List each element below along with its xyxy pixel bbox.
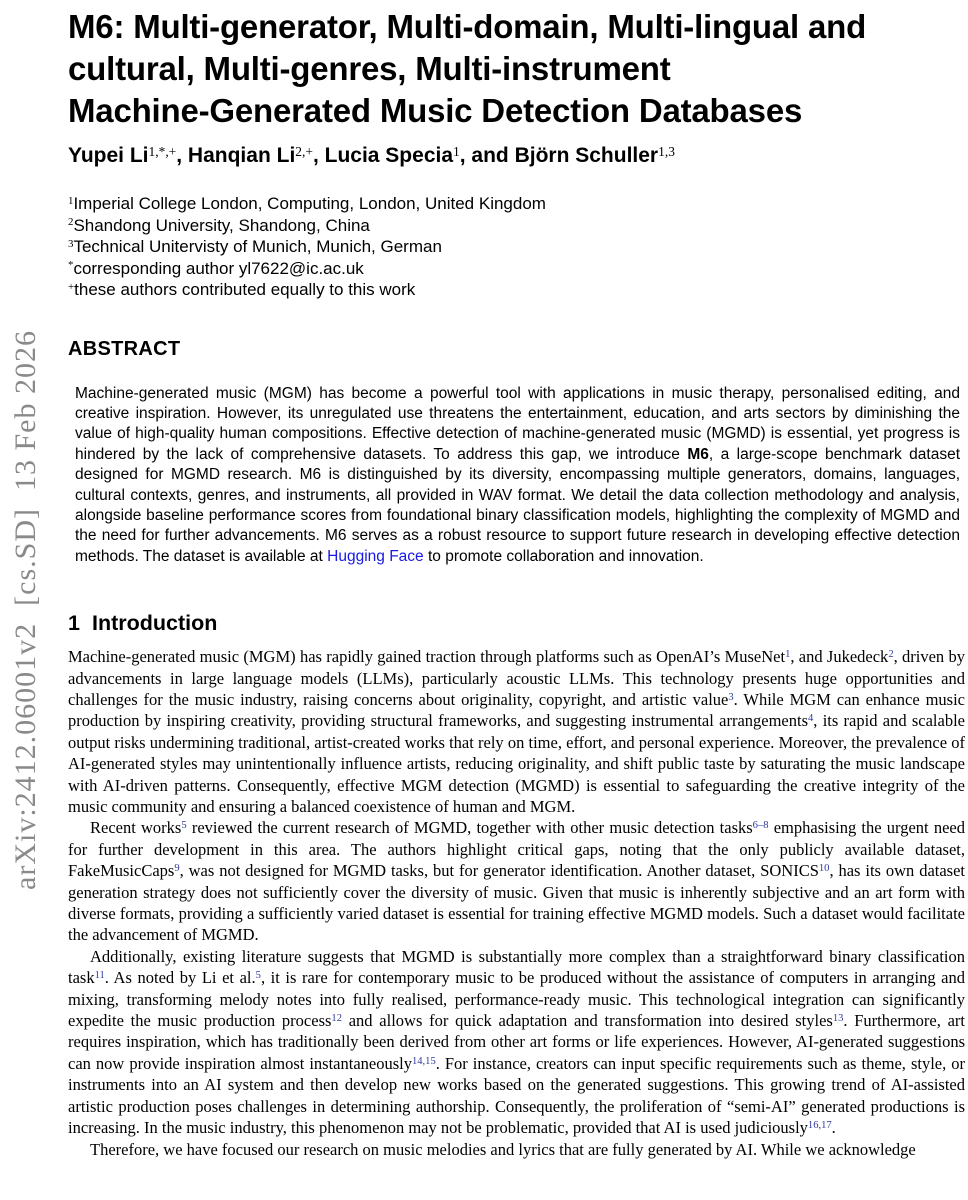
intro-paragraph-1 bbox=[68, 646, 965, 817]
citation-ref[interactable]: 10 bbox=[818, 863, 830, 875]
text-run: . As noted by Li et al. bbox=[104, 968, 256, 988]
text-run: Machine-generated music (MGM) has rapidly gained traction through platforms such as OpenAI’s MuseNet bbox=[68, 647, 786, 667]
equal-contribution-text: these authors contributed equally to this work bbox=[74, 280, 416, 299]
affiliation-text: Technical Unitervisty of Munich, Munich, German bbox=[73, 237, 442, 256]
text-run: , driven by advancements in large language models (LLMs), particularly acoustic LLMs. This technology presents huge opportunities and challenges for the music industry, raising concerns about originality, copyright, and artistic value bbox=[68, 647, 965, 709]
affiliation-text: Imperial College London, Computing, London, United Kingdom bbox=[73, 194, 546, 213]
corresponding-author-text: corresponding author yl7622@ic.ac.uk bbox=[73, 258, 364, 278]
citation-ref[interactable]: 13 bbox=[832, 1013, 844, 1024]
affiliations-block bbox=[68, 193, 965, 301]
text-run: emphasising the urgent need for further development in this area. The authors highlight critical gaps, noting that the only publicly available dataset, FakeMusicCaps bbox=[68, 818, 965, 881]
text-run: Yupei Li bbox=[68, 144, 149, 167]
text-run: , and Jukedeck bbox=[790, 647, 889, 667]
section-heading-introduction bbox=[68, 611, 965, 636]
citation-ref[interactable]: 1 bbox=[785, 649, 791, 661]
text-run: . Furthermore, art requires inspiration, which has traditionally been derived from other art forms or life experiences. However, AI-generated suggestions can now provide inspiration almost instantaneously bbox=[68, 1011, 965, 1073]
text-run: . bbox=[831, 1118, 836, 1138]
affiliation-marker: 3 bbox=[68, 237, 74, 250]
paper-title bbox=[68, 6, 965, 132]
citation-ref[interactable]: 3 bbox=[728, 691, 734, 703]
citation-ref[interactable]: 6–8 bbox=[752, 820, 769, 832]
citation-ref[interactable]: 2 bbox=[888, 649, 894, 661]
author-affiliation-marker: 1,3 bbox=[658, 143, 675, 159]
paper-title-line-2: cultural, Multi-genres, Multi-instrument bbox=[68, 50, 671, 87]
citation-ref[interactable]: 4 bbox=[808, 713, 814, 725]
citation-ref[interactable]: 11 bbox=[94, 970, 105, 982]
text-run: , its rapid and scalable output risks undermining traditional, artist-created works that rely on time, effort, and personal experience. Moreover, the prevalence of AI-generated styles may unintentionally influence artists, reducing originality, and shift public taste by saturating the music landscape with AI-driven patterns. Consequently, effective MGM detection (MGMD) is essential to safeguarding the creative integrity of the music community and ensuring a balanced coexistence of human and MGM. bbox=[68, 711, 965, 816]
affiliation-line-2 bbox=[68, 215, 965, 237]
affiliation-line-3 bbox=[68, 236, 965, 258]
arxiv-watermark: arXiv:2412.06001v2 [cs.SD] 13 Feb 2026 bbox=[9, 330, 42, 890]
hugging-face-link[interactable]: Hugging Face bbox=[327, 547, 424, 565]
affiliation-marker: * bbox=[68, 259, 74, 272]
citation-ref[interactable]: 5 bbox=[255, 970, 261, 982]
text-run: , and Björn Schuller bbox=[459, 144, 659, 167]
citation-ref[interactable]: 16,17 bbox=[807, 1120, 832, 1132]
intro-paragraph-2 bbox=[68, 817, 965, 945]
text-run: . While MGM can enhance music production by inspiring creativity, providing structural frameworks, and suggesting instrumental arrangements bbox=[68, 689, 965, 731]
author-affiliation-marker: 1,*,+ bbox=[148, 143, 177, 159]
text-run: and allows for quick adaptation and transformation into desired styles bbox=[341, 1011, 833, 1031]
affiliation-marker: 2 bbox=[68, 216, 74, 229]
text-run: , a large-scope benchmark dataset designed for MGMD research. M6 is distinguished by its diversity, encompassing multiple generators, domains, languages, cultural contexts, genres, and instruments, all provided in WAV format. We detail the data collection methodology and analysis, alongside baseline performance scores from foundational binary classification models, highlighting the complexity of MGMD and the need for further advancements. M6 serves as a robust resource to support future research in developing effective detection methods. The dataset is available at bbox=[75, 445, 960, 565]
affiliation-line-1 bbox=[68, 193, 965, 215]
section-number: 1 bbox=[68, 611, 80, 636]
affiliation-text: Shandong University, Shandong, China bbox=[73, 215, 370, 235]
text-run: , was not designed for MGMD tasks, but for generator identification. Another dataset, SONICS bbox=[179, 861, 819, 881]
abstract-heading: ABSTRACT bbox=[68, 337, 181, 360]
author-affiliation-marker: 2,+ bbox=[295, 143, 313, 159]
text-run: to promote collaboration and innovation. bbox=[423, 547, 704, 565]
paper-content bbox=[68, 6, 965, 1160]
section-title: Introduction bbox=[91, 611, 218, 636]
text-run: Recent works bbox=[90, 818, 182, 838]
abstract-text bbox=[75, 384, 960, 568]
text-run: Machine-generated music (MGM) has become a powerful tool with applications in music therapy, personalised editing, and creative inspiration. However, its unregulated use threatens the entertainment, education, and arts sectors by diminishing the value of high-quality human compositions. Effective detection of machine-generated music (MGMD) is essential, yet progress is hindered by the lack of comprehensive datasets. To address this gap, we introduce bbox=[75, 384, 960, 463]
text-run: reviewed the current research of MGMD, together with other music detection tasks bbox=[186, 818, 753, 838]
author-affiliation-marker: 1 bbox=[453, 143, 460, 159]
citation-ref[interactable]: 14,15 bbox=[411, 1055, 436, 1067]
text-run: . For instance, creators can input specific requirements such as theme, style, or instruments into an AI system and then develop new works based on the generated suggestions. This growing trend of AI-assisted artistic production poses challenges in determining authorship. Consequently, the proliferation of “semi-AI” generated productions is increasing. In the music industry, this phenomenon may not be problematic, provided that AI is used judiciously bbox=[68, 1053, 965, 1138]
affiliation-marker: 1 bbox=[68, 194, 74, 207]
text-run: , Hanqian Li bbox=[176, 144, 296, 167]
text-run: , it is rare for contemporary music to be produced without the assistance of computers in arranging and mixing, transforming melody notes into fully realised, performance-ready music. This technological integration can significantly expedite the music production process bbox=[68, 968, 965, 1031]
affiliation-marker: + bbox=[68, 280, 75, 293]
citation-ref[interactable]: 5 bbox=[181, 820, 187, 832]
text-run: , has its own dataset generation strategy does not sufficiently cover the diversity of music. Given that music is inherently subjective and an art form with diverse formats, providing a sufficiently varied dataset is essential for training effective MGMD models. Such a dataset would facilitate the advancement of MGMD. bbox=[68, 861, 965, 945]
authors-line bbox=[68, 144, 965, 168]
dataset-name-bold: M6 bbox=[687, 445, 709, 463]
paper-title-line-3: Machine-Generated Music Detection Databases bbox=[68, 92, 803, 129]
intro-paragraph-4 bbox=[68, 1139, 965, 1160]
citation-ref[interactable]: 9 bbox=[174, 863, 180, 875]
text-run: Additionally, existing literature suggests that MGMD is substantially more complex than a straightforward binary classification task bbox=[68, 946, 965, 988]
corresponding-author-line bbox=[68, 258, 965, 280]
equal-contribution-line bbox=[68, 279, 965, 301]
text-run: Therefore, we have focused our research on music melodies and lyrics that are fully generated by AI. While we acknowledge bbox=[90, 1139, 916, 1159]
text-run: , Lucia Specia bbox=[312, 144, 454, 167]
intro-paragraph-3 bbox=[68, 946, 965, 1139]
paper-title-line-1: M6: Multi-generator, Multi-domain, Multi-lingual and bbox=[68, 8, 867, 45]
citation-ref[interactable]: 12 bbox=[331, 1013, 342, 1024]
